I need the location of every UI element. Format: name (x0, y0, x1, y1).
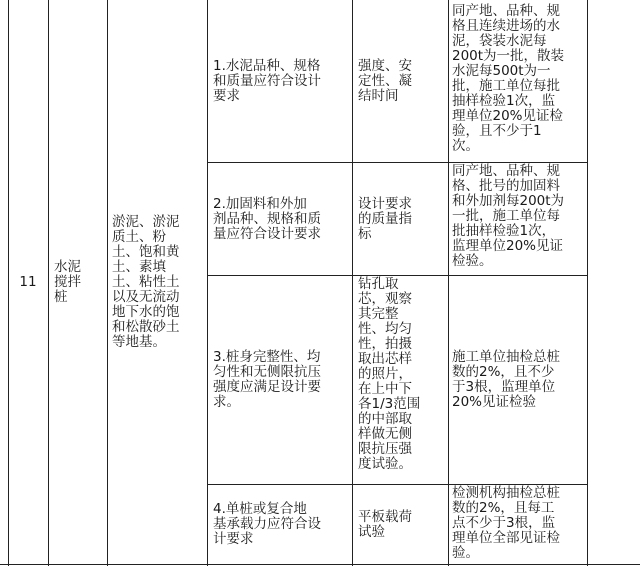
soil-scope-line: 土、素填 (112, 258, 166, 275)
soil-scope-line: 地下水的饱 (112, 303, 180, 320)
check-frequency-cell (452, 276, 586, 484)
requirement-line: 1.水泥品种、规格 (213, 57, 321, 74)
check-frequency-line: 检测机构抽检总桩 (452, 485, 560, 501)
check-frequency-line: 理单位全部见证检 (452, 530, 560, 546)
requirement-line: 强度应满足设计要 (213, 379, 321, 395)
project-name-line: 搅拌 (54, 273, 81, 290)
soil-scope-line: 以及无流动 (112, 288, 180, 305)
check-frequency-cell (452, 4, 586, 162)
check-method-line: 设计要求 (358, 195, 412, 212)
project-name-line: 桩 (54, 288, 68, 305)
check-frequency-line: 批抽样检验1次， (452, 223, 556, 239)
requirement-cell (213, 485, 350, 564)
check-method-line: 的照片， (358, 366, 412, 382)
check-frequency-line: 点不少于3根，监 (452, 515, 556, 531)
check-method-line: 限抗压强 (358, 441, 412, 457)
check-frequency-line: 监理单位20%见证 (452, 238, 564, 254)
soil-scope-line: 土、粘性土 (112, 273, 180, 290)
requirement-line: 求。 (213, 394, 240, 410)
soil-scope-line: 淤泥、淤泥 (112, 213, 180, 230)
check-frequency-cell (452, 164, 586, 274)
check-frequency-line: 20%见证检验 (452, 394, 537, 410)
check-method-line: 强度、安 (358, 57, 412, 74)
check-method-line: 样做无侧 (358, 426, 412, 442)
requirement-line: 基承载力应符合设 (213, 516, 321, 532)
check-frequency-line: 批，施工单位每批 (452, 78, 560, 94)
check-frequency-line: 同产地、品种、规 (452, 163, 560, 179)
check-frequency-line: 抽样检验1次，监 (452, 93, 556, 109)
requirement-cell (213, 163, 350, 275)
check-frequency-line: 同产地、品种、规 (452, 3, 560, 19)
check-method-line: 定性、凝 (358, 72, 412, 89)
check-frequency-line: 和外加剂每200t为 (452, 193, 565, 209)
soil-scope-line: 和松散砂土 (112, 318, 180, 335)
check-method-line: 性，拍摄 (358, 336, 412, 352)
check-method-cell (358, 163, 446, 275)
row-number: 11 (19, 273, 37, 290)
check-method-cell (358, 485, 446, 564)
soil-scope-line: 土、饱和黄 (112, 243, 180, 260)
soil-scope-cell (112, 0, 204, 564)
check-method-line: 试验 (358, 523, 385, 540)
requirement-line: 量应符合设计要求 (213, 225, 321, 242)
check-method-line: 芯，观察 (358, 291, 412, 307)
check-method-line: 标 (358, 225, 372, 242)
check-frequency-line: 数的2%，且每工 (452, 500, 555, 516)
requirement-line: 3.桩身完整性、均 (213, 349, 321, 365)
soil-scope-line: 质土、粉 (112, 228, 166, 245)
check-method-cell (358, 277, 446, 483)
check-frequency-line: 200t为一批，散装 (452, 48, 565, 64)
project-name-cell (54, 0, 104, 564)
check-frequency-line: 施工单位抽检总桩 (452, 349, 560, 365)
requirement-line: 匀性和无侧限抗压 (213, 364, 321, 380)
check-method-cell (358, 0, 446, 162)
soil-scope-line: 等地基。 (112, 333, 166, 350)
check-method-line: 性、均匀 (358, 321, 412, 337)
grid-line (107, 0, 108, 566)
check-frequency-line: 一批，施工单位每 (452, 208, 560, 224)
requirement-cell (213, 276, 350, 484)
check-frequency-line: 次。 (452, 138, 479, 154)
grid-line (587, 0, 588, 566)
requirement-line: 剂品种、规格和质 (213, 210, 321, 227)
check-frequency-line: 验。 (452, 545, 479, 561)
grid-line (448, 0, 449, 566)
grid-line (0, 564, 640, 565)
check-frequency-line: 数的2%，且不少 (452, 364, 555, 380)
check-frequency-line: 格且连续进场的水 (452, 18, 560, 34)
row-number-cell (8, 0, 48, 564)
check-frequency-line: 于3根，监理单位 (452, 379, 556, 395)
requirement-line: 2.加固料和外加 (213, 195, 307, 212)
check-method-line: 取出芯样 (358, 351, 412, 367)
check-method-line: 的质量指 (358, 210, 412, 227)
check-frequency-line: 格、批号的加固料 (452, 178, 560, 194)
check-method-line: 各1/3范围 (358, 396, 421, 412)
grid-line (352, 0, 353, 566)
check-method-line: 其完整 (358, 306, 399, 322)
check-method-line: 的中部取 (358, 411, 412, 427)
requirement-line: 要求 (213, 87, 240, 104)
check-frequency-line: 理单位20%见证检 (452, 108, 564, 124)
check-frequency-line: 检验。 (452, 253, 493, 269)
check-method-line: 在上中下 (358, 381, 412, 397)
grid-line (48, 0, 49, 566)
grid-line (207, 0, 208, 566)
project-name-line: 水泥 (54, 258, 81, 275)
requirement-line: 4.单桩或复合地 (213, 501, 307, 517)
requirement-line: 计要求 (213, 531, 254, 547)
check-method-line: 结时间 (358, 87, 399, 104)
requirement-cell (213, 0, 350, 162)
requirement-line: 和质量应符合设计 (213, 72, 321, 89)
check-frequency-cell (452, 486, 586, 564)
check-method-line: 平板载荷 (358, 508, 412, 525)
check-frequency-line: 验，且不少于1 (452, 123, 542, 139)
check-frequency-line: 泥，袋装水泥每 (452, 33, 547, 49)
check-method-line: 度试验。 (358, 456, 412, 472)
check-frequency-line: 水泥每500t为一 (452, 63, 551, 79)
check-method-line: 钻孔取 (358, 276, 399, 292)
